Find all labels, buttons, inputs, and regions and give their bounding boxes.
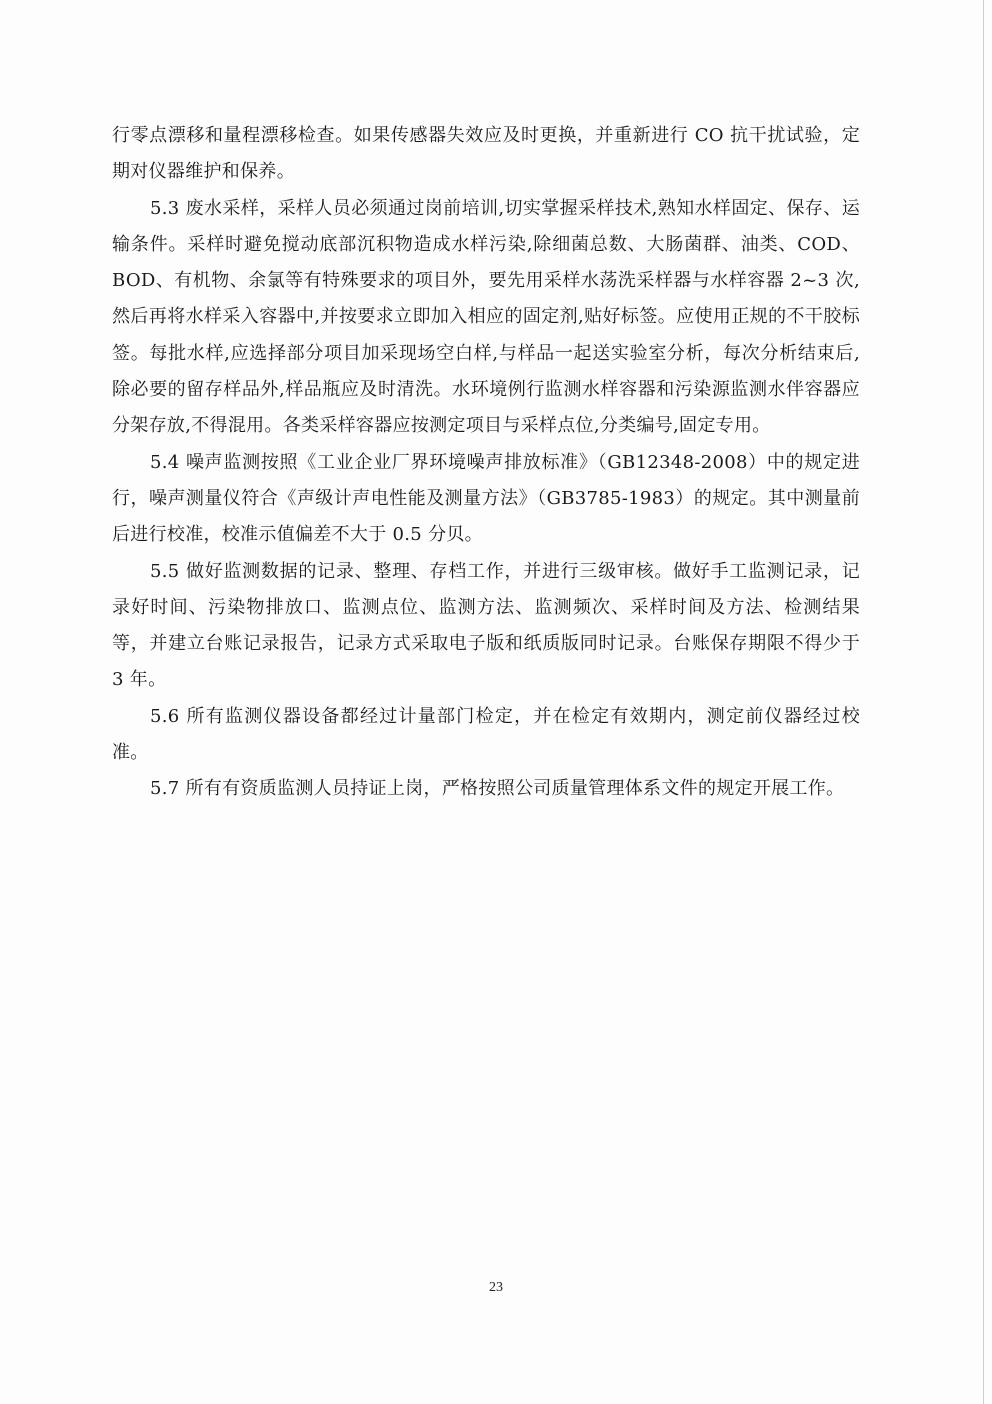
paragraph-data-records: 5.5 做好监测数据的记录、整理、存档工作，并进行三级审核。做好手工监测记录，记录好时间、污染物排放口、监测点位、监测方法、监测频次、采样时间及方法、检测结果等，并建立台账记录报告，记录方式采取电子版和纸质版同时记录。台账保存期限不得少于 3 年。 [112,560,860,691]
document-body [112,118,860,808]
paragraph-personnel-certification: 5.7 所有有资质监测人员持证上岗，严格按照公司质量管理体系文件的规定开展工作。 [150,778,845,800]
page-edge [983,0,984,1404]
paragraph-instrument-calibration: 5.6 所有监测仪器设备都经过计量部门检定，并在检定有效期内，测定前仪器经过校准。 [112,705,860,764]
page-number: 23 [489,1280,503,1295]
paragraph-noise-monitoring: 5.4 噪声监测按照《工业企业厂界环境噪声排放标准》（GB12348-2008）中的规定进行，噪声测量仪符合《声级计声电性能及测量方法》（GB3785-1983）的规定。其中测量前后进行校准，校准示值偏差不大于 0.5 分贝。 [112,451,860,546]
paragraph-wastewater-sampling: 5.3 废水采样，采样人员必须通过岗前培训,切实掌握采样技术,熟知水样固定、保存、运输条件。采样时避免搅动底部沉积物造成水样污染,除细菌总数、大肠菌群、油类、COD、BOD、有机物、余氯等有特殊要求的项目外，要先用采样水荡洗采样器与水样容器 2~3 次,然后再将水样采入容器中,并按要求立即加入相应的固定剂,贴好标签。应使用正规的不干胶标签。每批水样,应选择部分项目加采现场空白样,与样品一起送实验室分析，每次分析结束后,除必要的留存样品外,样品瓶应及时清洗。水环境例行监测水样容器和污染源监测水伴容器应分架存放,不得混用。各类采样容器应按测定项目与采样点位,分类编号,固定专用。 [112,197,860,437]
paragraph-continuation: 行零点漂移和量程漂移检查。如果传感器失效应及时更换，并重新进行 CO 抗干扰试验，定期对仪器维护和保养。 [112,125,860,183]
